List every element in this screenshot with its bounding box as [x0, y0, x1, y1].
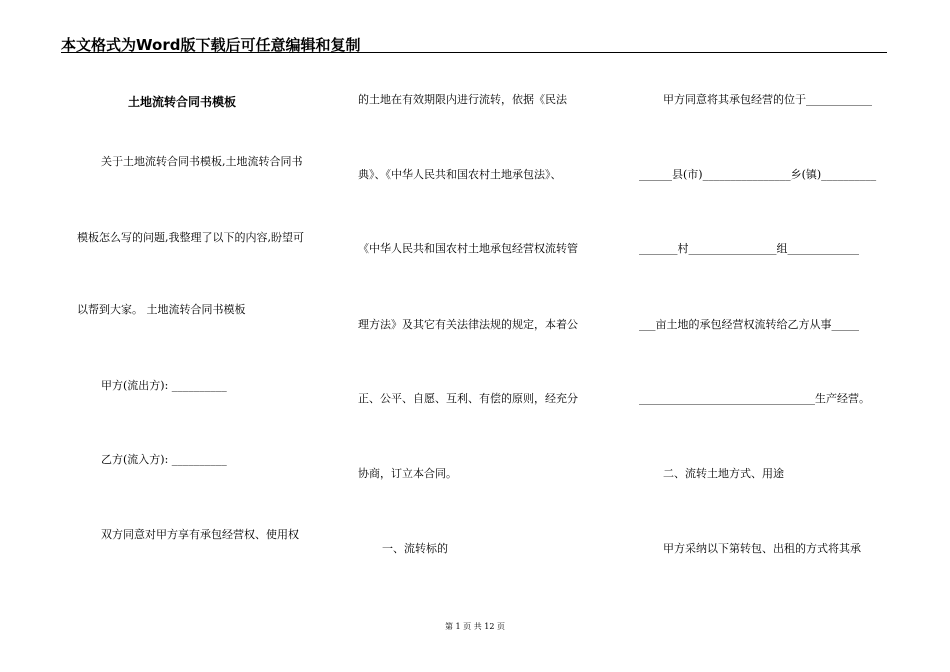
column-1-line-6: 双方同意对甲方享有承包经营权、使用权: [101, 528, 299, 541]
column-2-line-3: 《中华人民共和国农村土地承包经营权流转管: [358, 242, 578, 255]
column-2-line-7: 一、流转标的: [382, 542, 448, 555]
column-3-line-2: ______县(市)________________乡(镇)__________: [639, 168, 877, 181]
column-1-line-1: 关于土地流转合同书模板,土地流转合同书: [101, 155, 303, 168]
column-3-line-3: _______村________________组_____________: [639, 242, 859, 255]
column-3-line-1: 甲方同意将其承包经营的位于____________: [663, 93, 872, 106]
column-3-line-4: ___亩土地的承包经营权流转给乙方从事_____: [639, 318, 859, 331]
column-2-line-6: 协商，订立本合同。: [358, 467, 457, 480]
column-2-line-1: 的土地在有效期限内进行流转，依据《民法: [358, 93, 567, 106]
column-1-line-2: 模板怎么写的问题,我整理了以下的内容,盼望可: [77, 231, 304, 244]
column-3-line-7: 甲方采纳以下第转包、出租的方式将其承: [663, 542, 861, 555]
page-number: 第 1 页 共 12 页: [445, 622, 505, 631]
column-3-line-5: ________________________________生产经营。: [639, 392, 870, 405]
header-divider: [61, 52, 887, 53]
column-1-line-4: 甲方(流出方): __________: [101, 379, 227, 392]
column-2-line-4: 理方法》及其它有关法律法规的规定，本着公: [358, 318, 578, 331]
document-banner: 本文格式为Word版下载后可任意编辑和复制: [61, 36, 361, 54]
document-title: 土地流转合同书模板: [128, 95, 237, 109]
column-1-line-5: 乙方(流入方): __________: [101, 453, 227, 466]
column-3-line-6: 二、流转土地方式、用途: [663, 467, 784, 480]
column-2-line-2: 典》、《中华人民共和国农村土地承包法》、: [358, 168, 562, 181]
column-2-line-5: 正、公平、自愿、互利、有偿的原则，经充分: [358, 392, 578, 405]
column-1-line-3: 以帮到大家。 土地流转合同书模板: [77, 303, 246, 316]
